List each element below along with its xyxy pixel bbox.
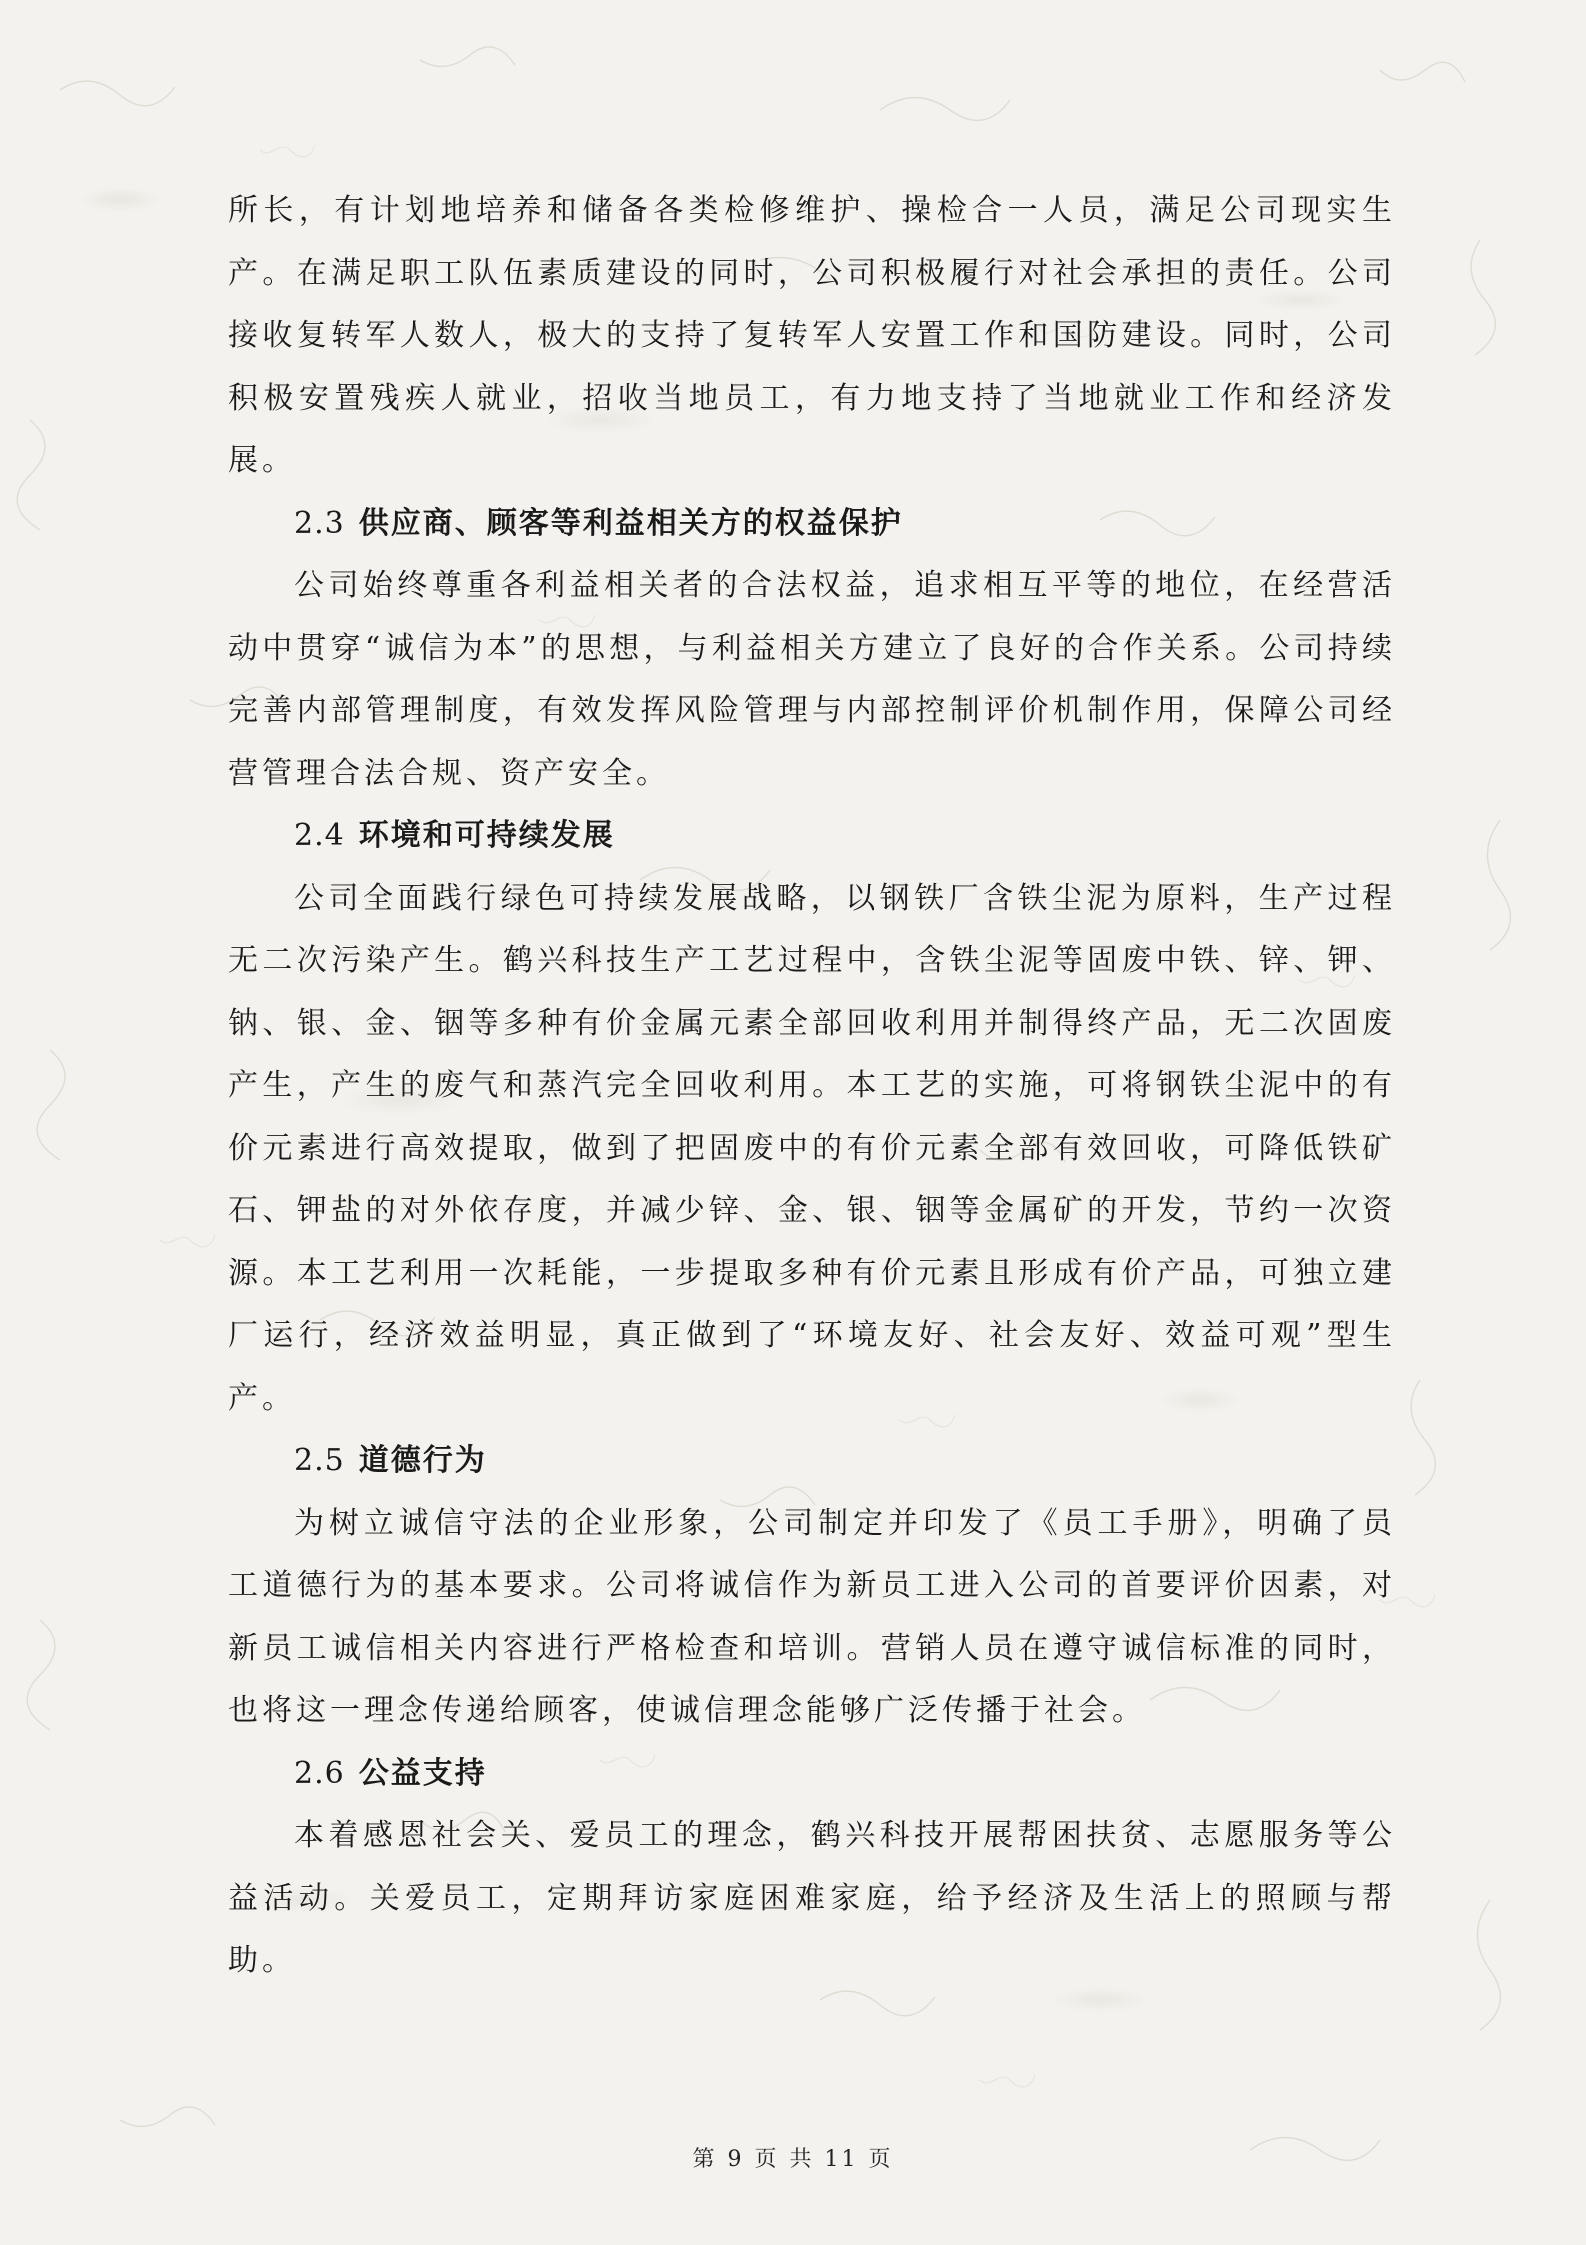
- paragraph-ethics: 为树立诚信守法的企业形象，公司制定并印发了《员工手册》，明确了员工道德行为的基本要求。公司将诚信作为新员工进入公司的首要评价因素，对新员工诚信相关内容进行严格检查和培训。营销人员在遵守诚信标准的同时，也将这一理念传递给顾客，使诚信理念能够广泛传播于社会。: [228, 1505, 1396, 1728]
- section-title: 道德行为: [358, 1443, 487, 1478]
- page-number-footer: 第 9 页 共 11 页: [692, 2147, 894, 2172]
- section-heading-2-3: [228, 493, 1396, 556]
- section-number: 2.3: [294, 505, 345, 541]
- paragraph-environment: 公司全面践行绿色可持续发展战略，以钢铁厂含铁尘泥为原料，生产过程无二次污染产生。鹤兴科技生产工艺过程中，含铁尘泥等固废中铁、锌、钾、钠、银、金、铟等多种有价金属元素全部回收利用并制得终产品，无二次固废产生，产生的废气和蒸汽完全回收利用。本工艺的实施，可将钢铁尘泥中的有价元素进行高效提取，做到了把固废中的有价元素全部有效回收，可降低铁矿石、钾盐的对外依存度，并减少锌、金、银、铟等金属矿的开发，节约一次资源。本工艺利用一次耗能，一步提取多种有价元素且形成有价产品，可独立建厂运行，经济效益明显，真正做到了“环境友好、社会友好、效益可观”型生产。: [228, 880, 1396, 1416]
- section-number: 2.5: [294, 1443, 345, 1478]
- section-heading-2-5: [228, 1430, 1396, 1493]
- paragraph-stakeholder-rights: 公司始终尊重各利益相关者的合法权益，追求相互平等的地位，在经营活动中贯穿“诚信为本”的思想，与利益相关方建立了良好的合作关系。公司持续完善内部管理制度，有效发挥风险管理与内部控制评价机制作用，保障公司经营管理合法合规、资产安全。: [228, 568, 1396, 791]
- section-number: 2.6: [294, 1755, 345, 1791]
- document-body: [228, 180, 1396, 1993]
- section-heading-2-4: [228, 805, 1396, 868]
- section-heading-2-6: [228, 1743, 1396, 1806]
- section-number: 2.4: [294, 818, 345, 853]
- section-title: 公益支持: [358, 1755, 487, 1791]
- section-title: 环境和可持续发展: [358, 818, 615, 853]
- paragraph-continued: 所长，有计划地培养和储备各类检修维护、操检合一人员，满足公司现实生产。在满足职工队伍素质建设的同时，公司积极履行对社会承担的责任。公司接收复转军人数人，极大的支持了复转军人安置工作和国防建设。同时，公司积极安置残疾人就业，招收当地员工，有力地支持了当地就业工作和经济发展。: [228, 193, 1396, 478]
- paragraph-public-welfare: 本着感恩社会关、爱员工的理念，鹤兴科技开展帮困扶贫、志愿服务等公益活动。关爱员工，定期拜访家庭困难家庭，给予经济及生活上的照顾与帮助。: [228, 1818, 1396, 1978]
- section-title: 供应商、顾客等利益相关方的权益保护: [358, 505, 903, 541]
